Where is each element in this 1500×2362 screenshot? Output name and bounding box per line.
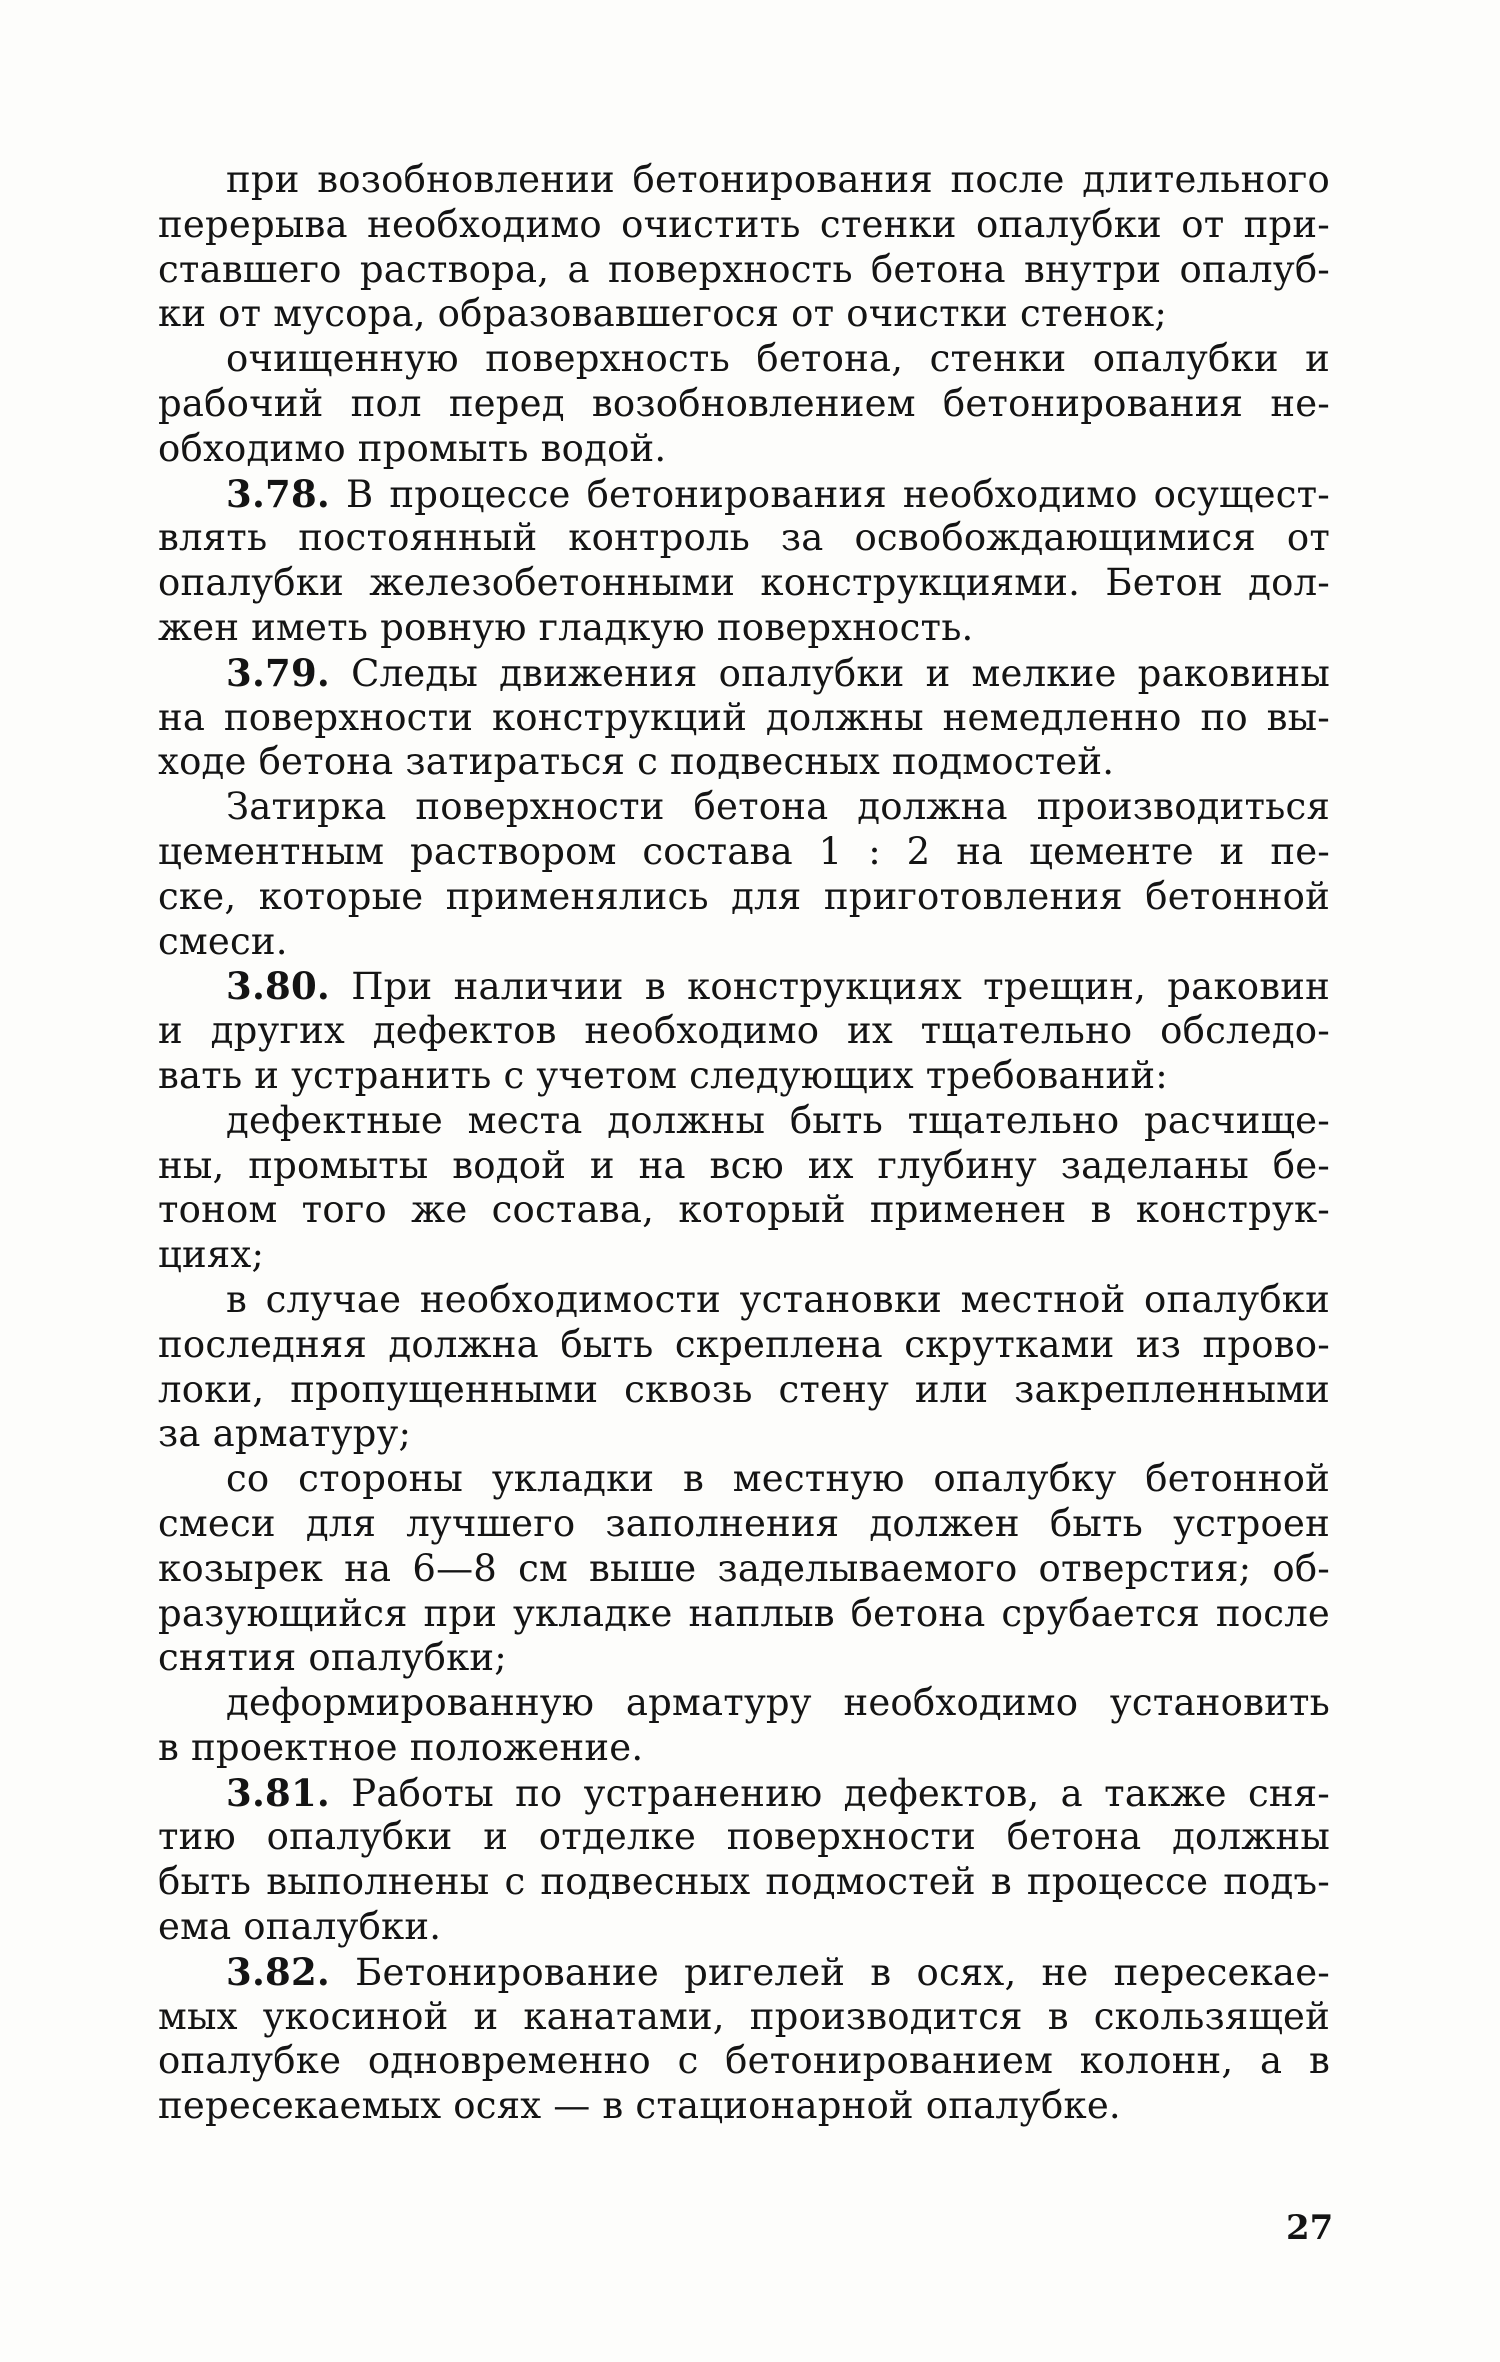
line-text: ема опалубки. [158,1905,442,1949]
text-line [158,651,1330,696]
paragraph-number: 3.78. [226,471,330,516]
text-line [158,1905,1330,1950]
text-line [158,1054,1330,1099]
text-line [158,1457,1330,1502]
text-line [158,696,1330,741]
text-line [158,1368,1330,1413]
line-text: за арматуру; [158,1412,412,1456]
line-text: Затирка поверхности бетона должна производиться [226,785,1330,829]
line-text: локи, пропущенными сквозь стену или закрепленными [158,1367,1330,1411]
text-line [158,1188,1330,1233]
text-line [158,1815,1330,1860]
line-text: В процессе бетонирования необходимо осущест- [330,472,1330,516]
line-text: деформированную арматуру необходимо установить [226,1681,1330,1725]
text-line [158,1547,1330,1592]
line-text: и других дефектов необходимо их тщательно обследо- [158,1009,1330,1053]
line-text: смеси. [158,919,288,963]
line-text: рабочий пол перед возобновлением бетонирования не- [158,381,1330,425]
text-line [158,561,1330,606]
line-text: на поверхности конструкций должны немедленно по вы- [158,695,1330,739]
line-text: в проектное положение. [158,1725,644,1769]
text-line [158,1412,1330,1457]
text-line [158,158,1330,203]
text-line [158,1860,1330,1905]
text-line [158,1726,1330,1771]
line-text: ны, промыты водой и на всю их глубину заделаны бе- [158,1143,1330,1187]
text-line [158,203,1330,248]
line-text: пересекаемых осях — в стационарной опалубке. [158,2084,1121,2128]
line-text: последняя должна быть скреплена скрутками из прово- [158,1322,1330,1366]
text-line [158,920,1330,965]
text-line [158,1323,1330,1368]
text-line [158,1681,1330,1726]
line-text: очищенную поверхность бетона, стенки опалубки и [226,337,1330,381]
line-text: дефектные места должны быть тщательно расчище- [226,1098,1330,1142]
line-text: опалубке одновременно с бетонированием колонн, а в [158,2039,1330,2083]
line-text: Бетонирование ригелей в осях, не пересекае- [330,1950,1330,1994]
line-text: опалубки железобетонными конструкциями. Бетон дол- [158,561,1330,605]
text-line [158,1592,1330,1637]
line-text: козырек на 6—8 см выше заделываемого отверстия; об- [158,1546,1330,1590]
text-line [158,1099,1330,1144]
text-line [158,337,1330,382]
paragraph-number: 3.79. [226,650,330,695]
text-line [158,1771,1330,1816]
body-text [158,158,1330,2129]
paragraph-number: 3.80. [226,964,330,1009]
line-text: мых укосиной и канатами, производится в скользящей [158,1994,1330,2038]
line-text: вать и устранить с учетом следующих требований: [158,1053,1168,1097]
text-line [158,785,1330,830]
line-text: при возобновлении бетонирования после длительного [226,158,1330,201]
line-text: жен иметь ровную гладкую поверхность. [158,605,974,649]
text-line [158,1995,1330,2040]
line-text: ходе бетона затираться с подвесных подмостей. [158,740,1115,784]
line-text: Следы движения опалубки и мелкие раковины [330,651,1330,695]
line-text: циях; [158,1233,265,1277]
line-text: влять постоянный контроль за освобождающимися от [158,516,1330,560]
text-line [158,2084,1330,2129]
paragraph-number: 3.82. [226,1949,330,1994]
text-line [158,740,1330,785]
line-text: ки от мусора, образовавшегося от очистки стенок; [158,292,1167,336]
line-text: тоном того же состава, который применен в конструк- [158,1188,1330,1232]
page-number: 27 [1286,2208,1334,2248]
text-line [158,382,1330,427]
line-text: в случае необходимости установки местной опалубки [226,1277,1330,1321]
text-line [158,1144,1330,1189]
line-text: быть выполнены с подвесных подмостей в процессе подъ- [158,1860,1330,1904]
text-line [158,1502,1330,1547]
line-text: снятия опалубки; [158,1636,507,1680]
text-line [158,292,1330,337]
text-line [158,2039,1330,2084]
text-line [158,1636,1330,1681]
text-line [158,830,1330,875]
line-text: ске, которые применялись для приготовления бетонной [158,874,1330,918]
paragraph-number: 3.81. [226,1770,330,1815]
text-line [158,1950,1330,1995]
text-line [158,516,1330,561]
text-line [158,248,1330,293]
text-line [158,606,1330,651]
line-text: При наличии в конструкциях трещин, раковин [330,965,1330,1009]
line-text: Работы по устранению дефектов, а также сня- [330,1771,1330,1815]
text-line [158,1233,1330,1278]
text-line [158,1278,1330,1323]
line-text: цементным раствором состава 1 : 2 на цементе и пе- [158,829,1330,873]
text-line [158,1009,1330,1054]
text-line [158,964,1330,1009]
text-line [158,875,1330,920]
line-text: тию опалубки и отделке поверхности бетона должны [158,1815,1330,1859]
line-text: смеси для лучшего заполнения должен быть устроен [158,1501,1330,1545]
line-text: ставшего раствора, а поверхность бетона внутри опалуб- [158,247,1330,291]
text-line [158,427,1330,472]
line-text: со стороны укладки в местную опалубку бетонной [226,1457,1330,1501]
line-text: разующийся при укладке наплыв бетона срубается после [158,1591,1330,1635]
line-text: перерыва необходимо очистить стенки опалубки от при- [158,202,1330,246]
text-line [158,472,1330,517]
line-text: обходимо промыть водой. [158,426,667,470]
